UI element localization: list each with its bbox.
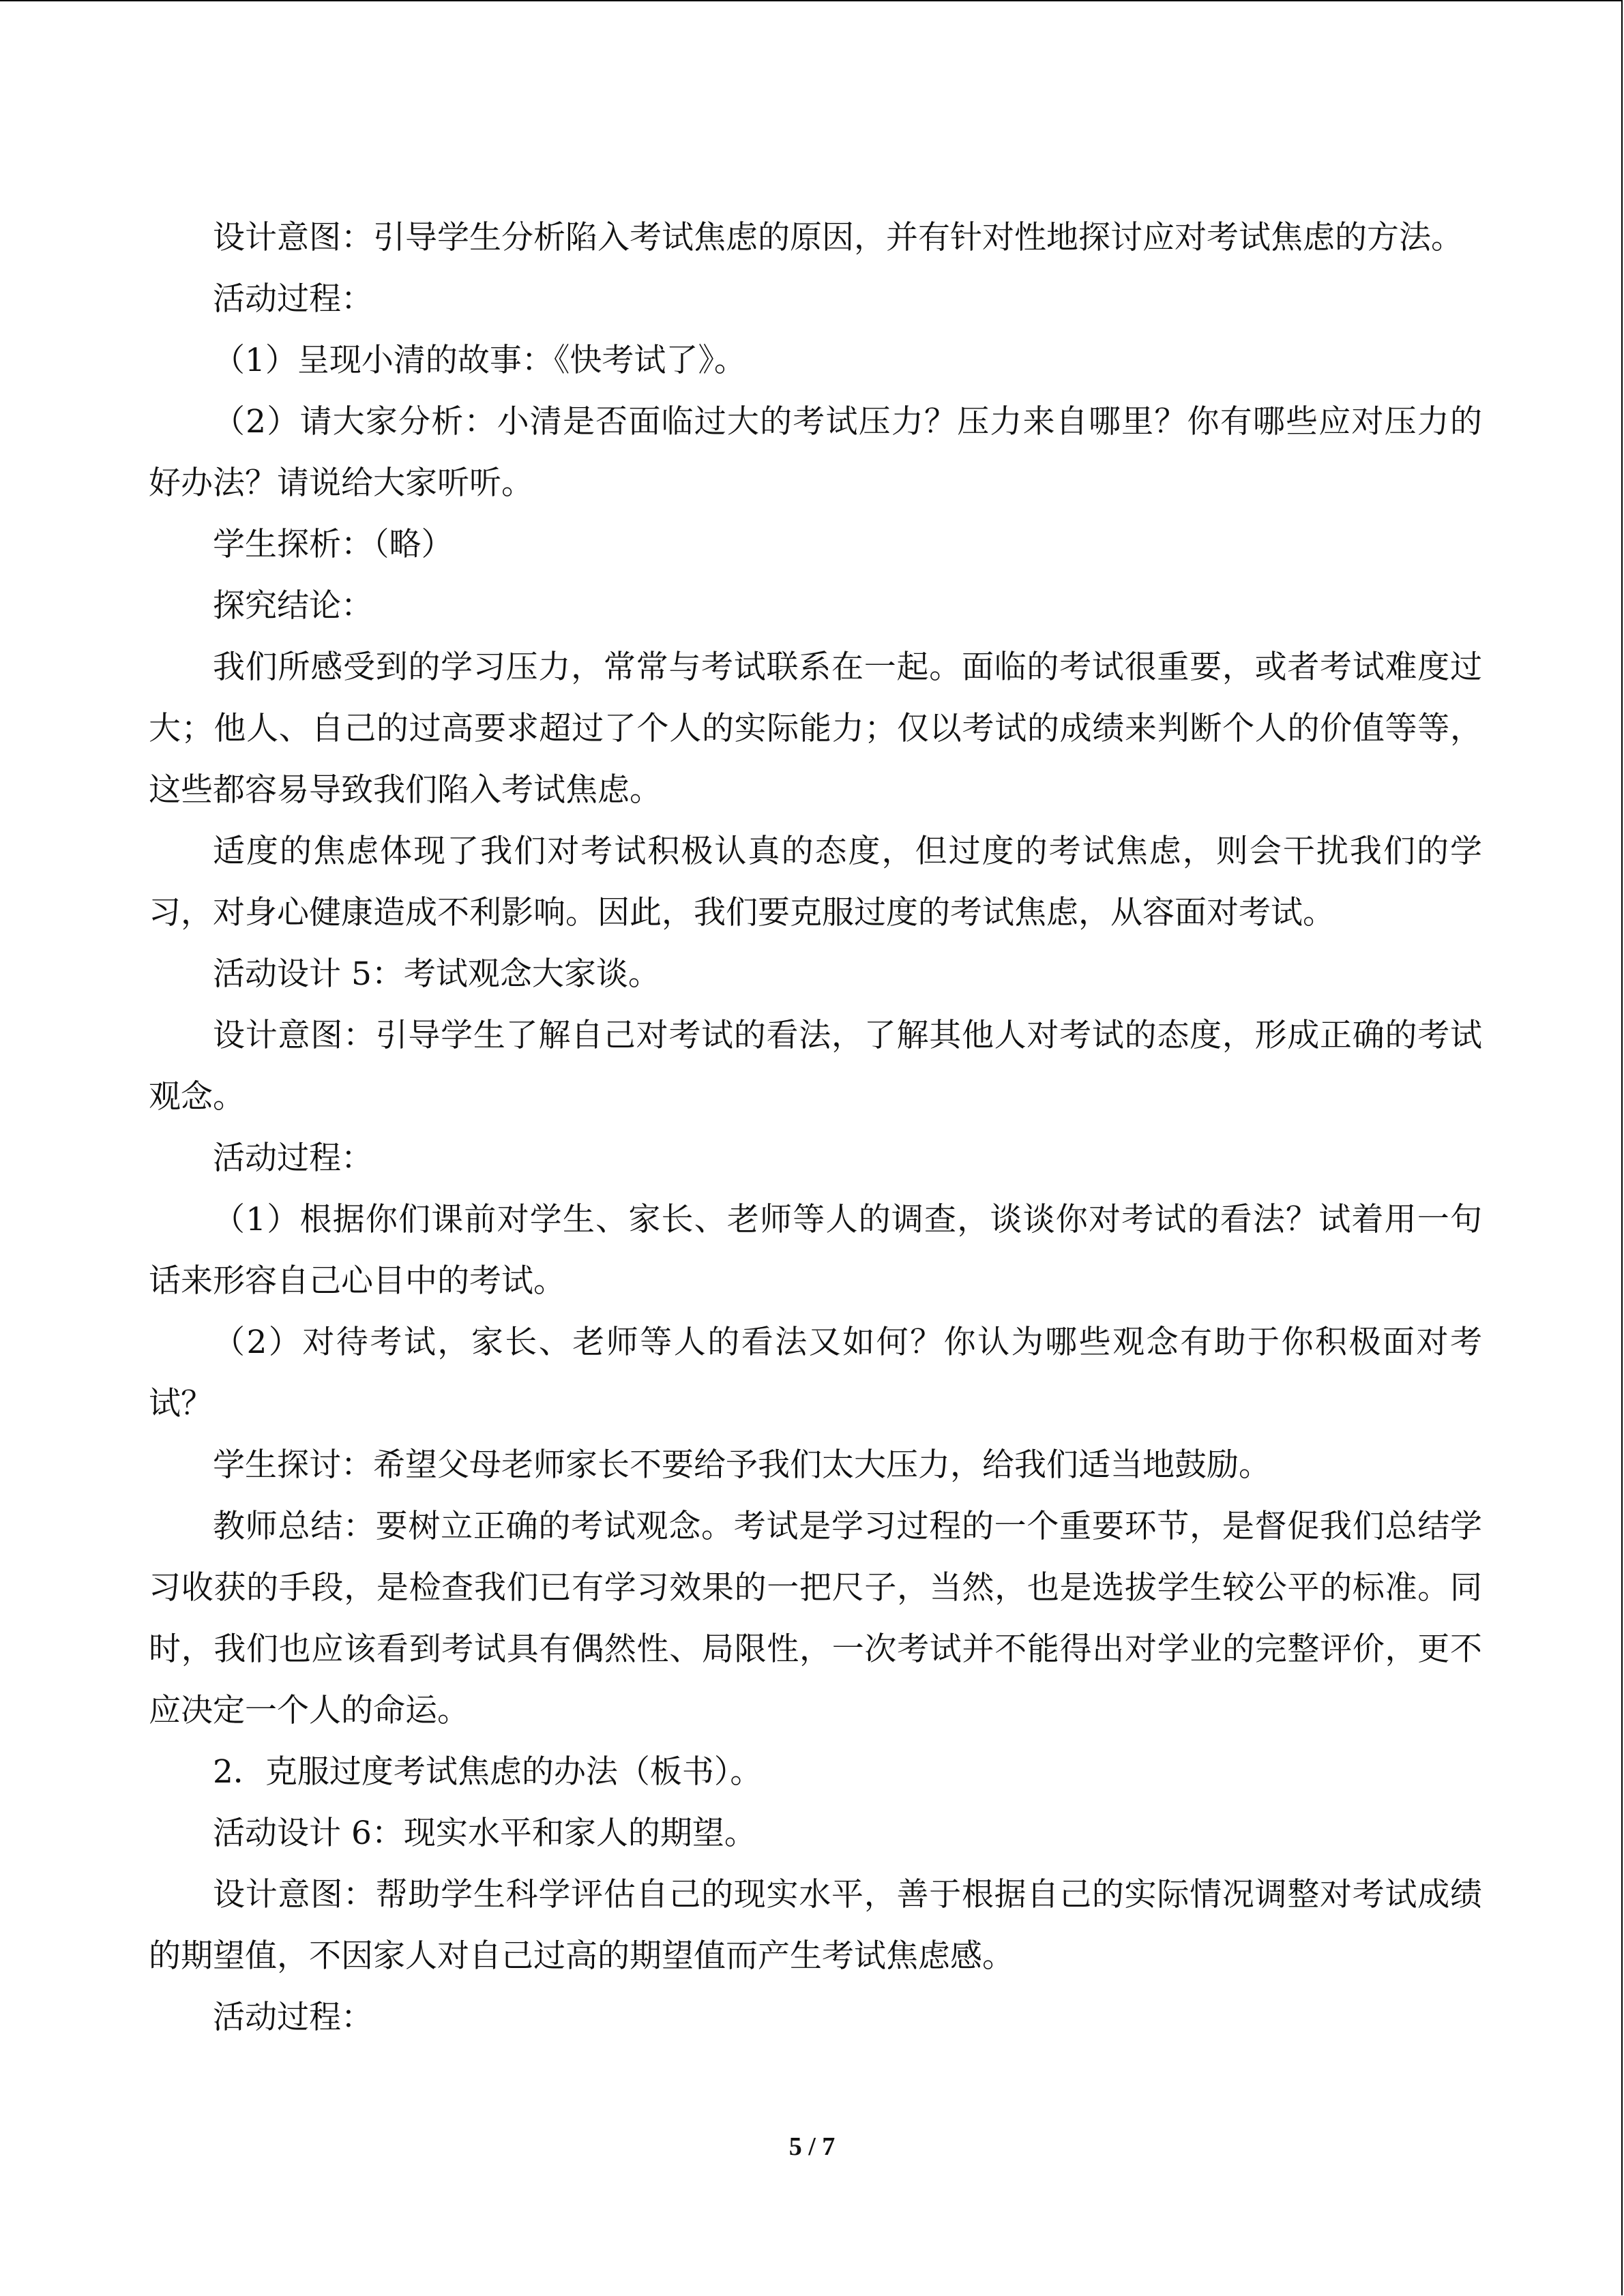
paragraph: 学生探讨：希望父母老师家长不要给予我们太大压力，给我们适当地鼓励。 — [213, 1446, 1271, 1484]
page-number: 5 / 7 — [788, 2132, 836, 2161]
paragraph: 适度的焦虑体现了我们对考试积极认真的态度，但过度的考试焦虑，则会干扰我们的学习，对身心健康造成不利影响。因此，我们要克服过度的考试焦虑，从容面对考试。 — [149, 833, 1482, 931]
paragraph: 设计意图：帮助学生科学评估自己的现实水平，善于根据自己的实际情况调整对考试成绩的期望值，不因家人对自己过高的期望值而产生考试焦虑感。 — [149, 1876, 1482, 1975]
paragraph: 学生探析：（略） — [213, 526, 454, 563]
paragraph: 活动设计 6：现实水平和家人的期望。 — [213, 1815, 756, 1852]
paragraph: 活动设计 5：考试观念大家谈。 — [213, 955, 660, 993]
paragraph: （1）根据你们课前对学生、家长、老师等人的调查，谈谈你对考试的看法？试着用一句话来形容自己心目中的考试。 — [149, 1201, 1482, 1300]
paragraph: （2）对待考试，家长、老师等人的看法又如何？你认为哪些观念有助于你积极面对考试？ — [149, 1324, 1482, 1422]
document-body — [149, 207, 1482, 2048]
paragraph: 活动过程： — [213, 280, 373, 318]
paragraph: 我们所感受到的学习压力，常常与考试联系在一起。面临的考试很重要，或者考试难度过大；他人、自己的过高要求超过了个人的实际能力；仅以考试的成绩来判断个人的价值等等，这些都容易导致我们陷入考试焦虑。 — [149, 648, 1482, 809]
paragraph: 教师总结：要树立正确的考试观念。考试是学习过程的一个重要环节，是督促我们总结学习收获的手段，是检查我们已有学习效果的一把尺子，当然，也是选拔学生较公平的标准。同时，我们也应该看到考试具有偶然性、局限性，一次考试并不能得出对学业的完整评价，更不应决定一个人的命运。 — [149, 1508, 1482, 1729]
paragraph: （2）请大家分析：小清是否面临过大的考试压力？压力来自哪里？你有哪些应对压力的好办法？请说给大家听听。 — [149, 403, 1482, 502]
paragraph: 活动过程： — [213, 1999, 373, 2036]
paragraph: 活动过程： — [213, 1139, 373, 1177]
paragraph: （1）呈现小清的故事：《快考试了》。 — [213, 342, 746, 379]
paragraph: 设计意图：引导学生分析陷入考试焦虑的原因，并有针对性地探讨应对考试焦虑的方法。 — [213, 219, 1463, 256]
paragraph: 设计意图：引导学生了解自己对考试的看法，了解其他人对考试的态度，形成正确的考试观念。 — [149, 1017, 1482, 1116]
paragraph: 探究结论： — [213, 587, 373, 625]
paragraph: 2．克服过度考试焦虑的办法（板书）。 — [213, 1753, 763, 1791]
